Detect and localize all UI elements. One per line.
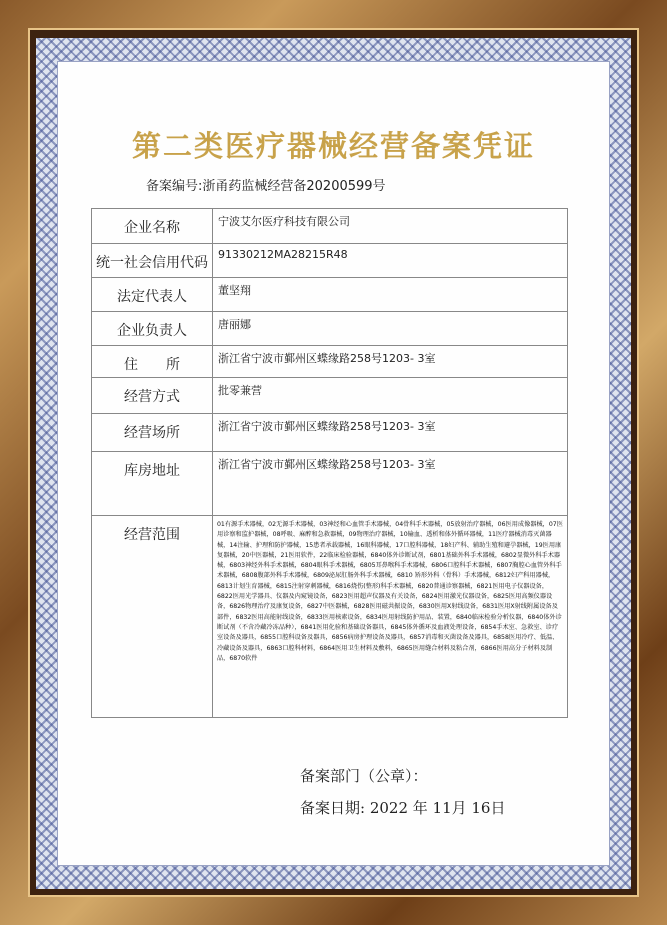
table-row	[92, 209, 568, 244]
table-row	[92, 452, 568, 516]
row-label: 企业名称	[92, 209, 213, 244]
certificate-title: 第二类医疗器械经营备案凭证	[131, 129, 535, 163]
row-label: 统一社会信用代码	[92, 244, 213, 278]
row-value: 浙江省宁波市鄞州区蝶缘路258号1203- 3室	[213, 346, 568, 378]
row-label: 法定代表人	[92, 278, 213, 312]
row-label: 库房地址	[92, 452, 213, 516]
row-value: 浙江省宁波市鄞州区蝶缘路258号1203- 3室	[213, 414, 568, 452]
filing-date: 备案日期: 2022 年 11月 16日	[300, 799, 506, 817]
info-table	[91, 208, 568, 718]
row-label: 住 所	[92, 346, 213, 378]
table-row	[92, 414, 568, 452]
row-value: 91330212MA28215R48	[213, 244, 568, 278]
row-value: 浙江省宁波市鄞州区蝶缘路258号1203- 3室	[213, 452, 568, 516]
table-row	[92, 516, 568, 718]
row-value: 批零兼营	[213, 378, 568, 414]
business-scope: 01有源手术器械，02无源手术器械，03神经和心血管手术器械，04骨科手术器械，05放射治疗器械，06医用成像器械，07医用诊察和监护器械，08呼吸、麻醉和急救器械，09物理治疗器械，10输血、透析和体外循环器械，11医疗器械消毒灭菌器械，14注输、护理和防护器械，15患者承载器械，16眼科器械，17口腔科器械，18妇产科、辅助生殖和避孕器械，19医用康复器械，20中医器械，21医用软件，22临床检验器械，6840体外诊断试剂，6801基础外科手术器械，6802显微外科手术器械，6803神经外科手术器械，6804眼科手术器械，6805耳鼻喉科手术器械，6806口腔科手术器械，6807胸腔心血管外科手术器械，6808腹部外科手术器械，6809泌尿肛肠外科手术器械，6810 矫形外科（骨科）手术器械，6812妇产科用器械，6813计划生育器械，6815注射穿刺器械，6816烧伤(整形)科手术器械，6820普通诊察器械，6821医用电子仪器设备，6822医用光学器具、仪器及内窥镜设备，6823医用超声仪器及有关设备，6824医用激光仪器设备，6825医用高频仪器设备，6826物理治疗及康复设备，6827中医器械，6828医用磁共振设备，6830医用X射线设备，6831医用X射线附属设备及部件，6832医用高能射线设备，6833医用核素设备，6834医用射线防护用品、装置，6840临床检验分析仪器，6840体外诊断试剂（不含冷藏冷冻品种），6841医用化验和基础设备器具，6845体外循环及血液处理设备，6854手术室、急救室、诊疗室设备及器具，6855口腔科设备及器具，6856病房护理设备及器具，6857消毒和灭菌设备及器具，6858医用冷疗、低温、冷藏设备及器具，6863口腔科材料，6864医用卫生材料及敷料，6865医用缝合材料及粘合剂，6866医用高分子材料及制品，6870软件	[213, 516, 568, 718]
row-value: 唐丽娜	[213, 312, 568, 346]
table-row	[92, 244, 568, 278]
row-label: 经营范围	[92, 516, 213, 718]
row-value: 宁波艾尔医疗科技有限公司	[213, 209, 568, 244]
row-label: 企业负责人	[92, 312, 213, 346]
row-label: 经营方式	[92, 378, 213, 414]
certificate-paper	[58, 62, 609, 865]
table-row	[92, 278, 568, 312]
row-label: 经营场所	[92, 414, 213, 452]
row-value: 董坚翔	[213, 278, 568, 312]
table-row	[92, 346, 568, 378]
record-number: 备案编号:浙甬药监械经营备20200599号	[146, 179, 386, 194]
filing-department: 备案部门（公章）：	[300, 767, 428, 785]
table-row	[92, 312, 568, 346]
table-row	[92, 378, 568, 414]
